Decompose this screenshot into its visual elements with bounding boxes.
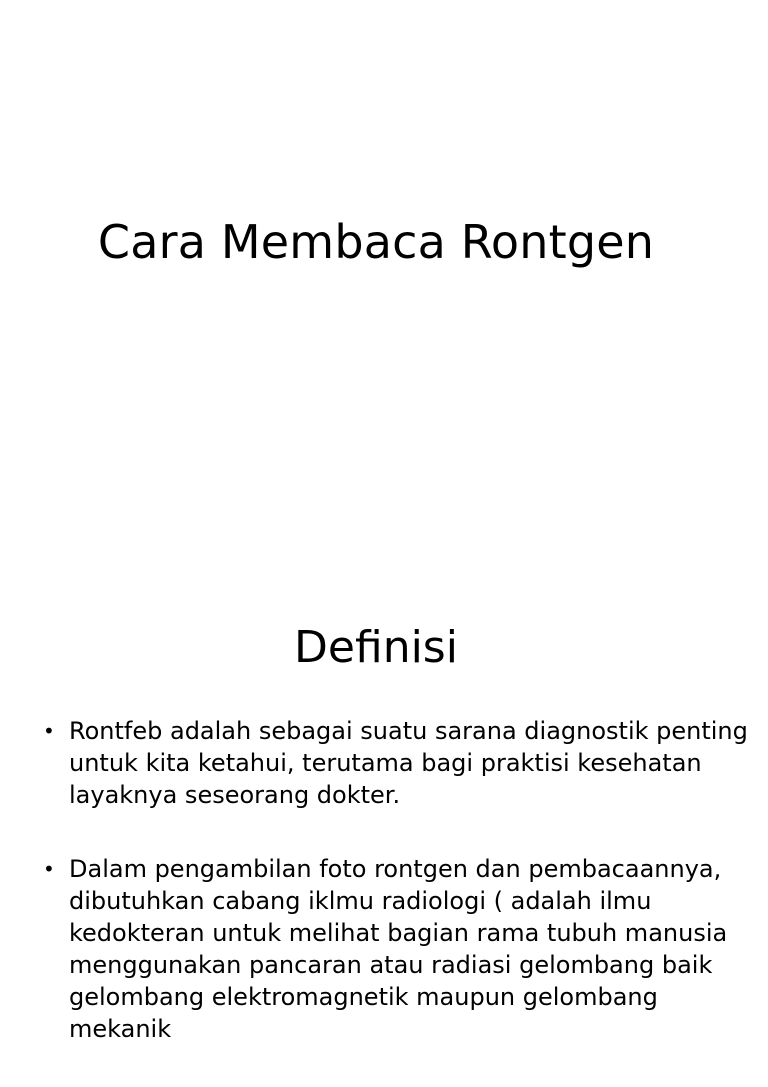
bullet-list — [38, 715, 754, 1087]
bullet-text: Dalam pengambilan foto rontgen dan pembacaannya, dibutuhkan cabang iklmu radiologi ( adalah ilmu kedokteran untuk melihat bagian rama tubuh manusia menggunakan pancaran atau radiasi gelombang baik gelombang elektromagnetik maupun gelombang mekanik — [69, 855, 728, 1043]
slide-heading: Definisi — [294, 622, 458, 673]
slide-title: Cara Membaca Rontgen — [97, 215, 655, 269]
bullet-item — [38, 853, 754, 1045]
slide-2 — [0, 576, 768, 1043]
bullet-item — [38, 715, 754, 811]
bullet-text: Rontfeb adalah sebagai suatu sarana diagnostik penting untuk kita ketahui, terutama bagi praktisi kesehatan layaknya seseorang dokter. — [69, 717, 748, 809]
bullet-icon: • — [43, 857, 55, 881]
bullet-icon: • — [43, 719, 55, 743]
